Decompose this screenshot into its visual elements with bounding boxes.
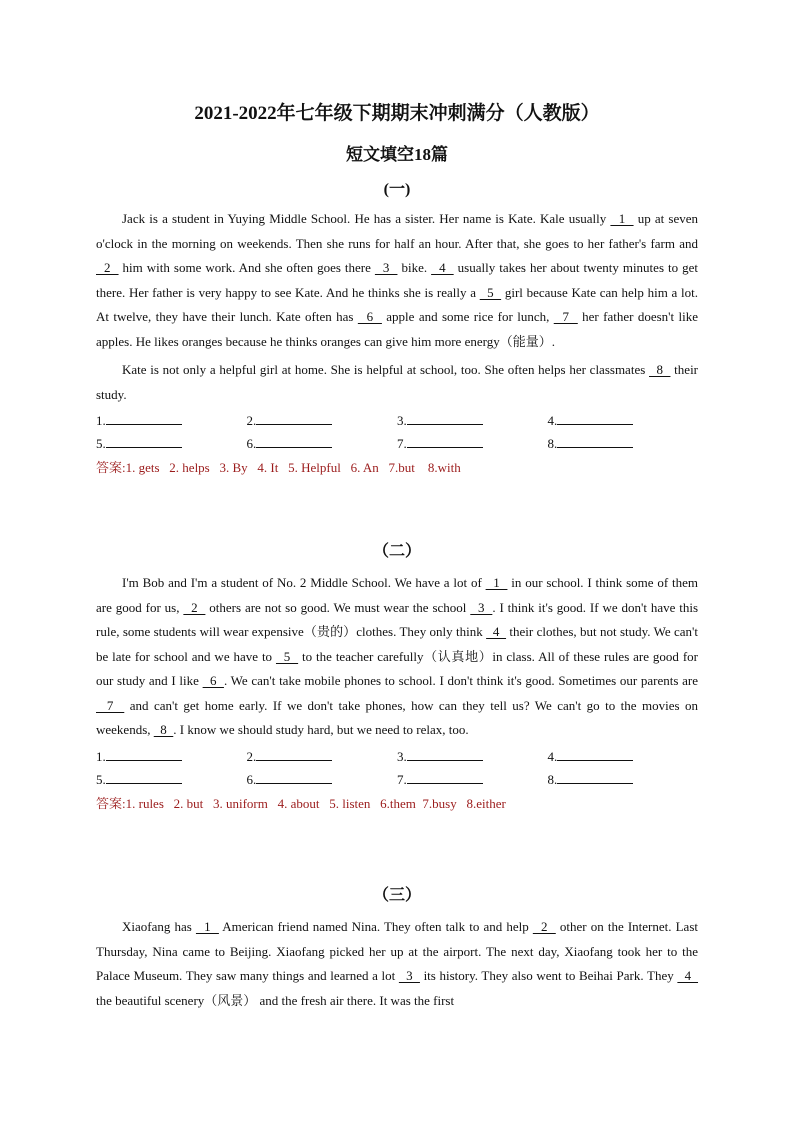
- blank-3[interactable]: 3.: [397, 409, 548, 432]
- passage-gap-7: 7: [553, 309, 578, 324]
- blank-5[interactable]: 5.: [96, 432, 247, 455]
- answer-blanks: [96, 745, 698, 791]
- passage-gap-2: 2: [532, 919, 556, 934]
- section-1: [96, 176, 698, 481]
- passage-gap-2: 2: [183, 599, 206, 615]
- passage-gap-5: 5: [275, 648, 299, 664]
- passage-paragraph: I'm Bob and I'm a student of No. 2 Middle School. We have a lot of 1 in our school. I think some of them are good for us, 2 others are not so good. We must wear the school 3 . I think it's good. If we don't have this rule, some students will wear expensive（贵的）clothes. They only think 4 their clothes, but not study. We can't be late for school and we have to 5 to the teacher carefully（认真地）in class. All of these rules are good for our study and I like 6 . We can't take mobile phones to school. I don't think it's good. Sometimes our parents are 7 and can't get home early. If we don't take phones, how can they tell us? We can't go to the movies on weekends, 8 . I know we should study hard, but we need to relax, too.: [96, 575, 699, 737]
- blank-4[interactable]: 4.: [548, 745, 699, 768]
- document-subtitle: 短文填空18篇: [346, 145, 448, 164]
- passage-gap-3: 3: [398, 968, 420, 983]
- passage-gap-4: 4: [677, 968, 699, 983]
- passage-paragraph: Jack is a student in Yuying Middle School. He has a sister. Her name is Kate. Kale usually 1 up at seven o'clock in the morning on weekends. Then she runs for half an hour. After that, she goes to her father's farm and 2 him with some work. And she often goes there 3 bike. 4 usually takes her about twenty minutes to get there. Her father is very happy to see Kate. And he thinks she is really a 5 girl because Kate can help him a lot. At twelve, they have their lunch. Kate often has 6 apple and some rice for lunch, 7 her father doesn't like apples. He likes oranges because he thinks oranges can give him more energy（能量）.: [96, 211, 699, 349]
- document-title: 2021-2022年七年级下期期末冲刺满分（人教版）: [194, 103, 600, 124]
- passage-gap-8: 8: [153, 722, 174, 737]
- passage-gap-1: 1: [195, 919, 219, 934]
- blank-2[interactable]: 2.: [247, 745, 398, 768]
- passage-gap-5: 5: [479, 284, 502, 300]
- passage-gap-8: 8: [649, 362, 671, 377]
- blank-1[interactable]: 1.: [96, 745, 247, 768]
- passage-gap-1: 1: [485, 575, 508, 590]
- answer-key: 答案:1. rules 2. but 3. uniform 4. about 5. listen 6.them 7.busy 8.either: [96, 795, 506, 811]
- blank-8[interactable]: 8.: [548, 432, 699, 455]
- section-heading: （二）: [372, 543, 421, 560]
- blank-2[interactable]: 2.: [247, 409, 398, 432]
- section-3: [96, 882, 698, 1013]
- passage-gap-3: 3: [470, 599, 493, 615]
- blank-7[interactable]: 7.: [397, 432, 548, 455]
- passage-gap-6: 6: [357, 309, 382, 324]
- answer-key: 答案:1. gets 2. helps 3. By 4. It 5. Helpful 6. An 7.but 8.with: [96, 460, 461, 475]
- blank-7[interactable]: 7.: [397, 768, 548, 791]
- blank-8[interactable]: 8.: [548, 768, 699, 791]
- blank-4[interactable]: 4.: [548, 409, 699, 432]
- answer-blanks: [96, 409, 698, 455]
- passage-gap-7: 7: [96, 697, 125, 713]
- blank-6[interactable]: 6.: [247, 432, 398, 455]
- passage-gap-1: 1: [610, 211, 634, 226]
- section-heading: (一): [383, 181, 411, 198]
- passage-gap-3: 3: [374, 260, 398, 275]
- blank-6[interactable]: 6.: [247, 768, 398, 791]
- passage-gap-4: 4: [486, 624, 507, 639]
- blank-1[interactable]: 1.: [96, 409, 247, 432]
- blank-5[interactable]: 5.: [96, 768, 247, 791]
- passage-gap-6: 6: [202, 673, 224, 688]
- blank-3[interactable]: 3.: [397, 745, 548, 768]
- section-heading: （三）: [372, 887, 421, 904]
- passage-paragraph: Kate is not only a helpful girl at home. She is helpful at school, too. She often helps her classmates 8 their study.: [96, 362, 699, 402]
- passage-gap-4: 4: [431, 260, 454, 275]
- passage-paragraph: Xiaofang has 1 American friend named Nina. They often talk to and help 2 other on the Internet. Last Thursday, Nina came to Beijing. Xiaofang picked her up at the airport. The next day, Xiaofang took her to the Palace Museum. They saw many things and learned a lot 3 its history. They also went to Beihai Park. They 4 the beautiful scenery（风景） and the fresh air there. It was the first: [96, 919, 699, 1008]
- passage-gap-2: 2: [96, 260, 119, 275]
- section-2: [96, 538, 698, 817]
